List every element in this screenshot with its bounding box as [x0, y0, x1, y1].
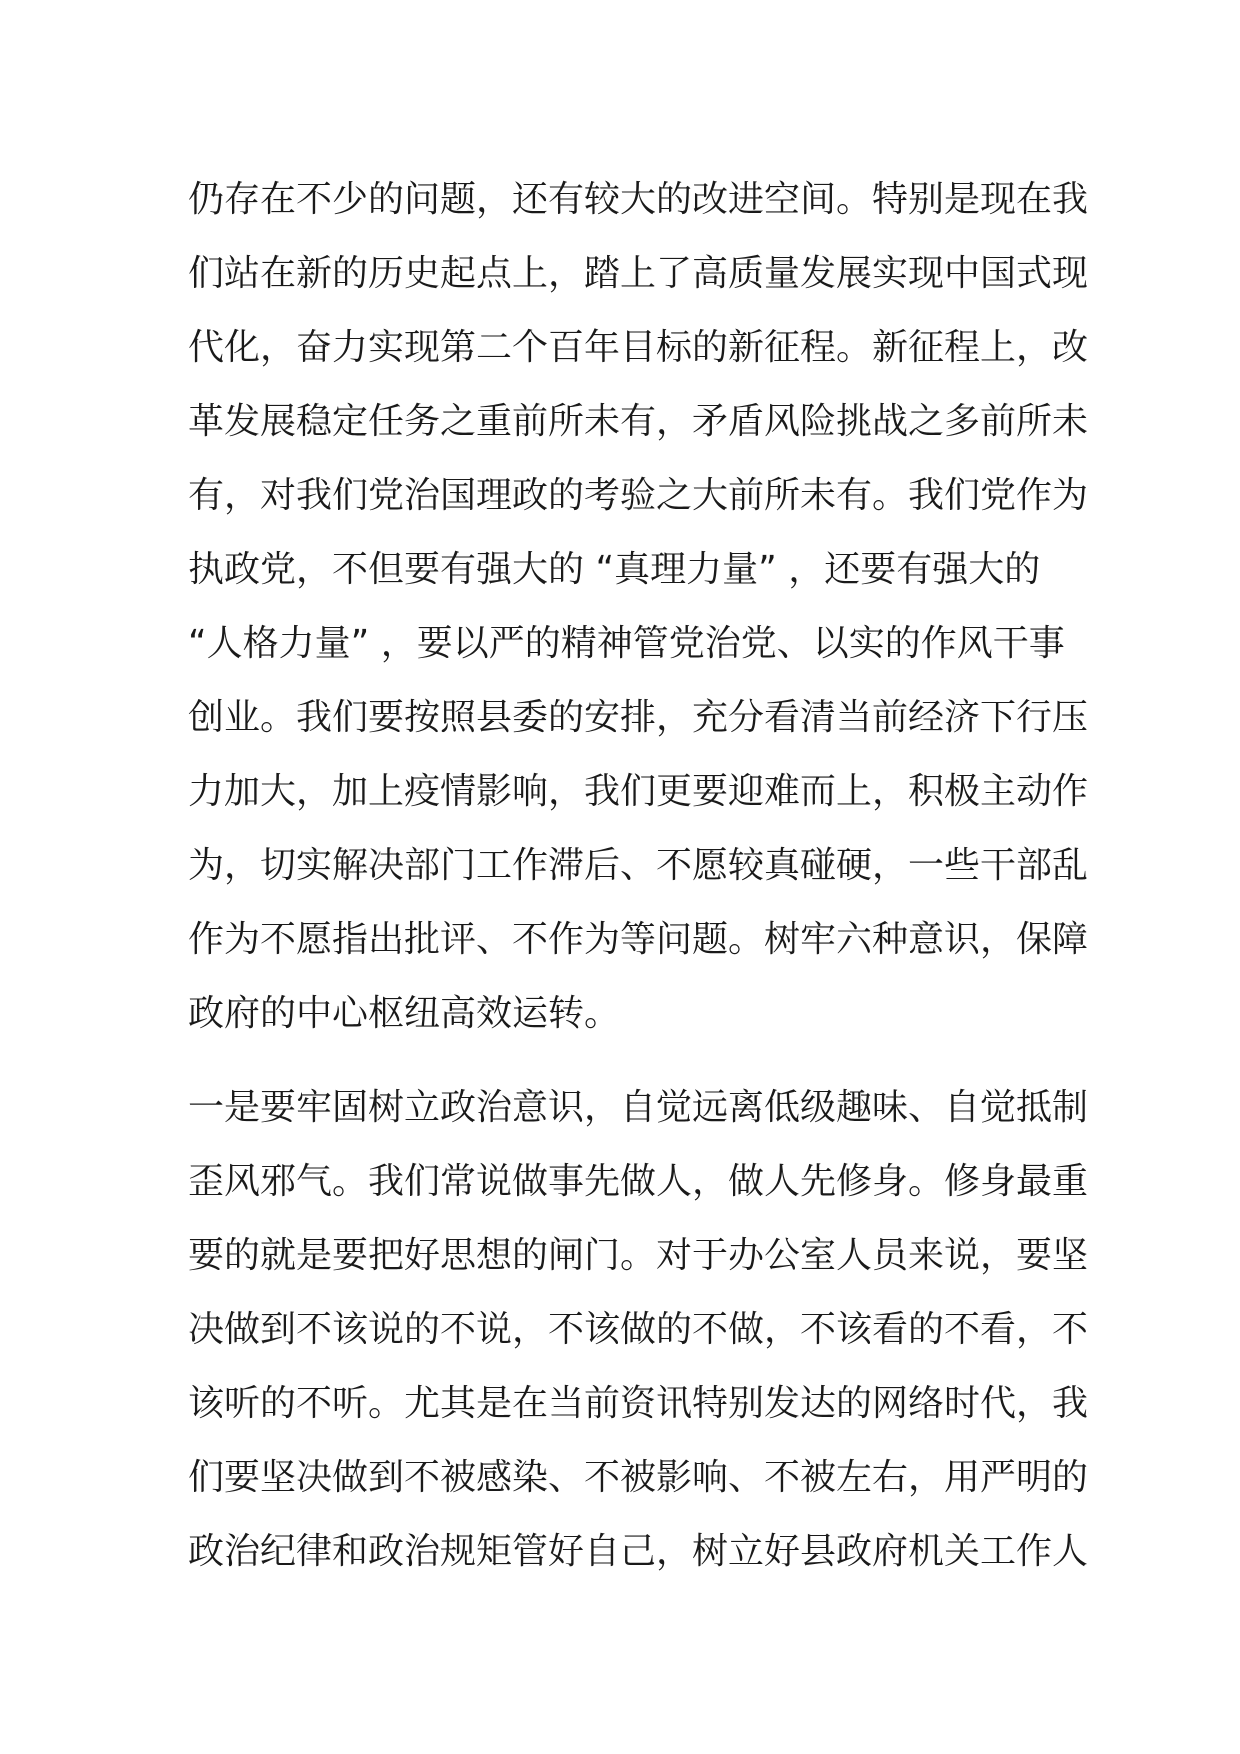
body-text [188, 163, 1089, 1589]
text-line: 决做到不该说的不说，不该做的不做，不该看的不看，不 [188, 1309, 1089, 1350]
text-line: 一是要牢固树立政治意识，自觉远离低级趣味、自觉抵制 [188, 1087, 1089, 1128]
text-line: “人格力量” ，要以严的精神管党治党、以实的作风干事 [188, 623, 1065, 664]
text-line: 代化，奋力实现第二个百年目标的新征程。新征程上，改 [188, 327, 1089, 368]
text-line: 们要坚决做到不被感染、不被影响、不被左右，用严明的 [188, 1457, 1089, 1498]
paragraph-spacer [188, 1051, 1068, 1071]
text-line: 创业。我们要按照县委的安排，充分看清当前经济下行压 [188, 697, 1089, 738]
paragraph-2 [188, 1071, 1089, 1589]
text-line: 执政党，不但要有强大的 “真理力量” ，还要有强大的 [188, 549, 1041, 590]
text-line: 政治纪律和政治规矩管好自己，树立好县政府机关工作人 [188, 1531, 1089, 1572]
text-line: 要的就是要把好思想的闸门。对于办公室人员来说，要坚 [188, 1235, 1089, 1276]
text-line: 力加大，加上疫情影响，我们更要迎难而上，积极主动作 [188, 771, 1089, 812]
text-line: 该听的不听。尤其是在当前资讯特别发达的网络时代，我 [188, 1383, 1089, 1424]
text-line: 仍存在不少的问题，还有较大的改进空间。特别是现在我 [188, 179, 1089, 220]
text-line: 有，对我们党治国理政的考验之大前所未有。我们党作为 [188, 475, 1089, 516]
text-line: 们站在新的历史起点上，踏上了高质量发展实现中国式现 [188, 253, 1089, 294]
text-line: 革发展稳定任务之重前所未有，矛盾风险挑战之多前所未 [188, 401, 1089, 442]
text-line: 歪风邪气。我们常说做事先做人，做人先修身。修身最重 [188, 1161, 1089, 1202]
text-line: 作为不愿指出批评、不作为等问题。树牢六种意识，保障 [188, 919, 1089, 960]
text-line: 为，切实解决部门工作滞后、不愿较真碰硬，一些干部乱 [188, 845, 1089, 886]
text-line: 政府的中心枢纽高效运转。 [188, 993, 621, 1034]
paragraph-1 [188, 163, 1089, 1051]
